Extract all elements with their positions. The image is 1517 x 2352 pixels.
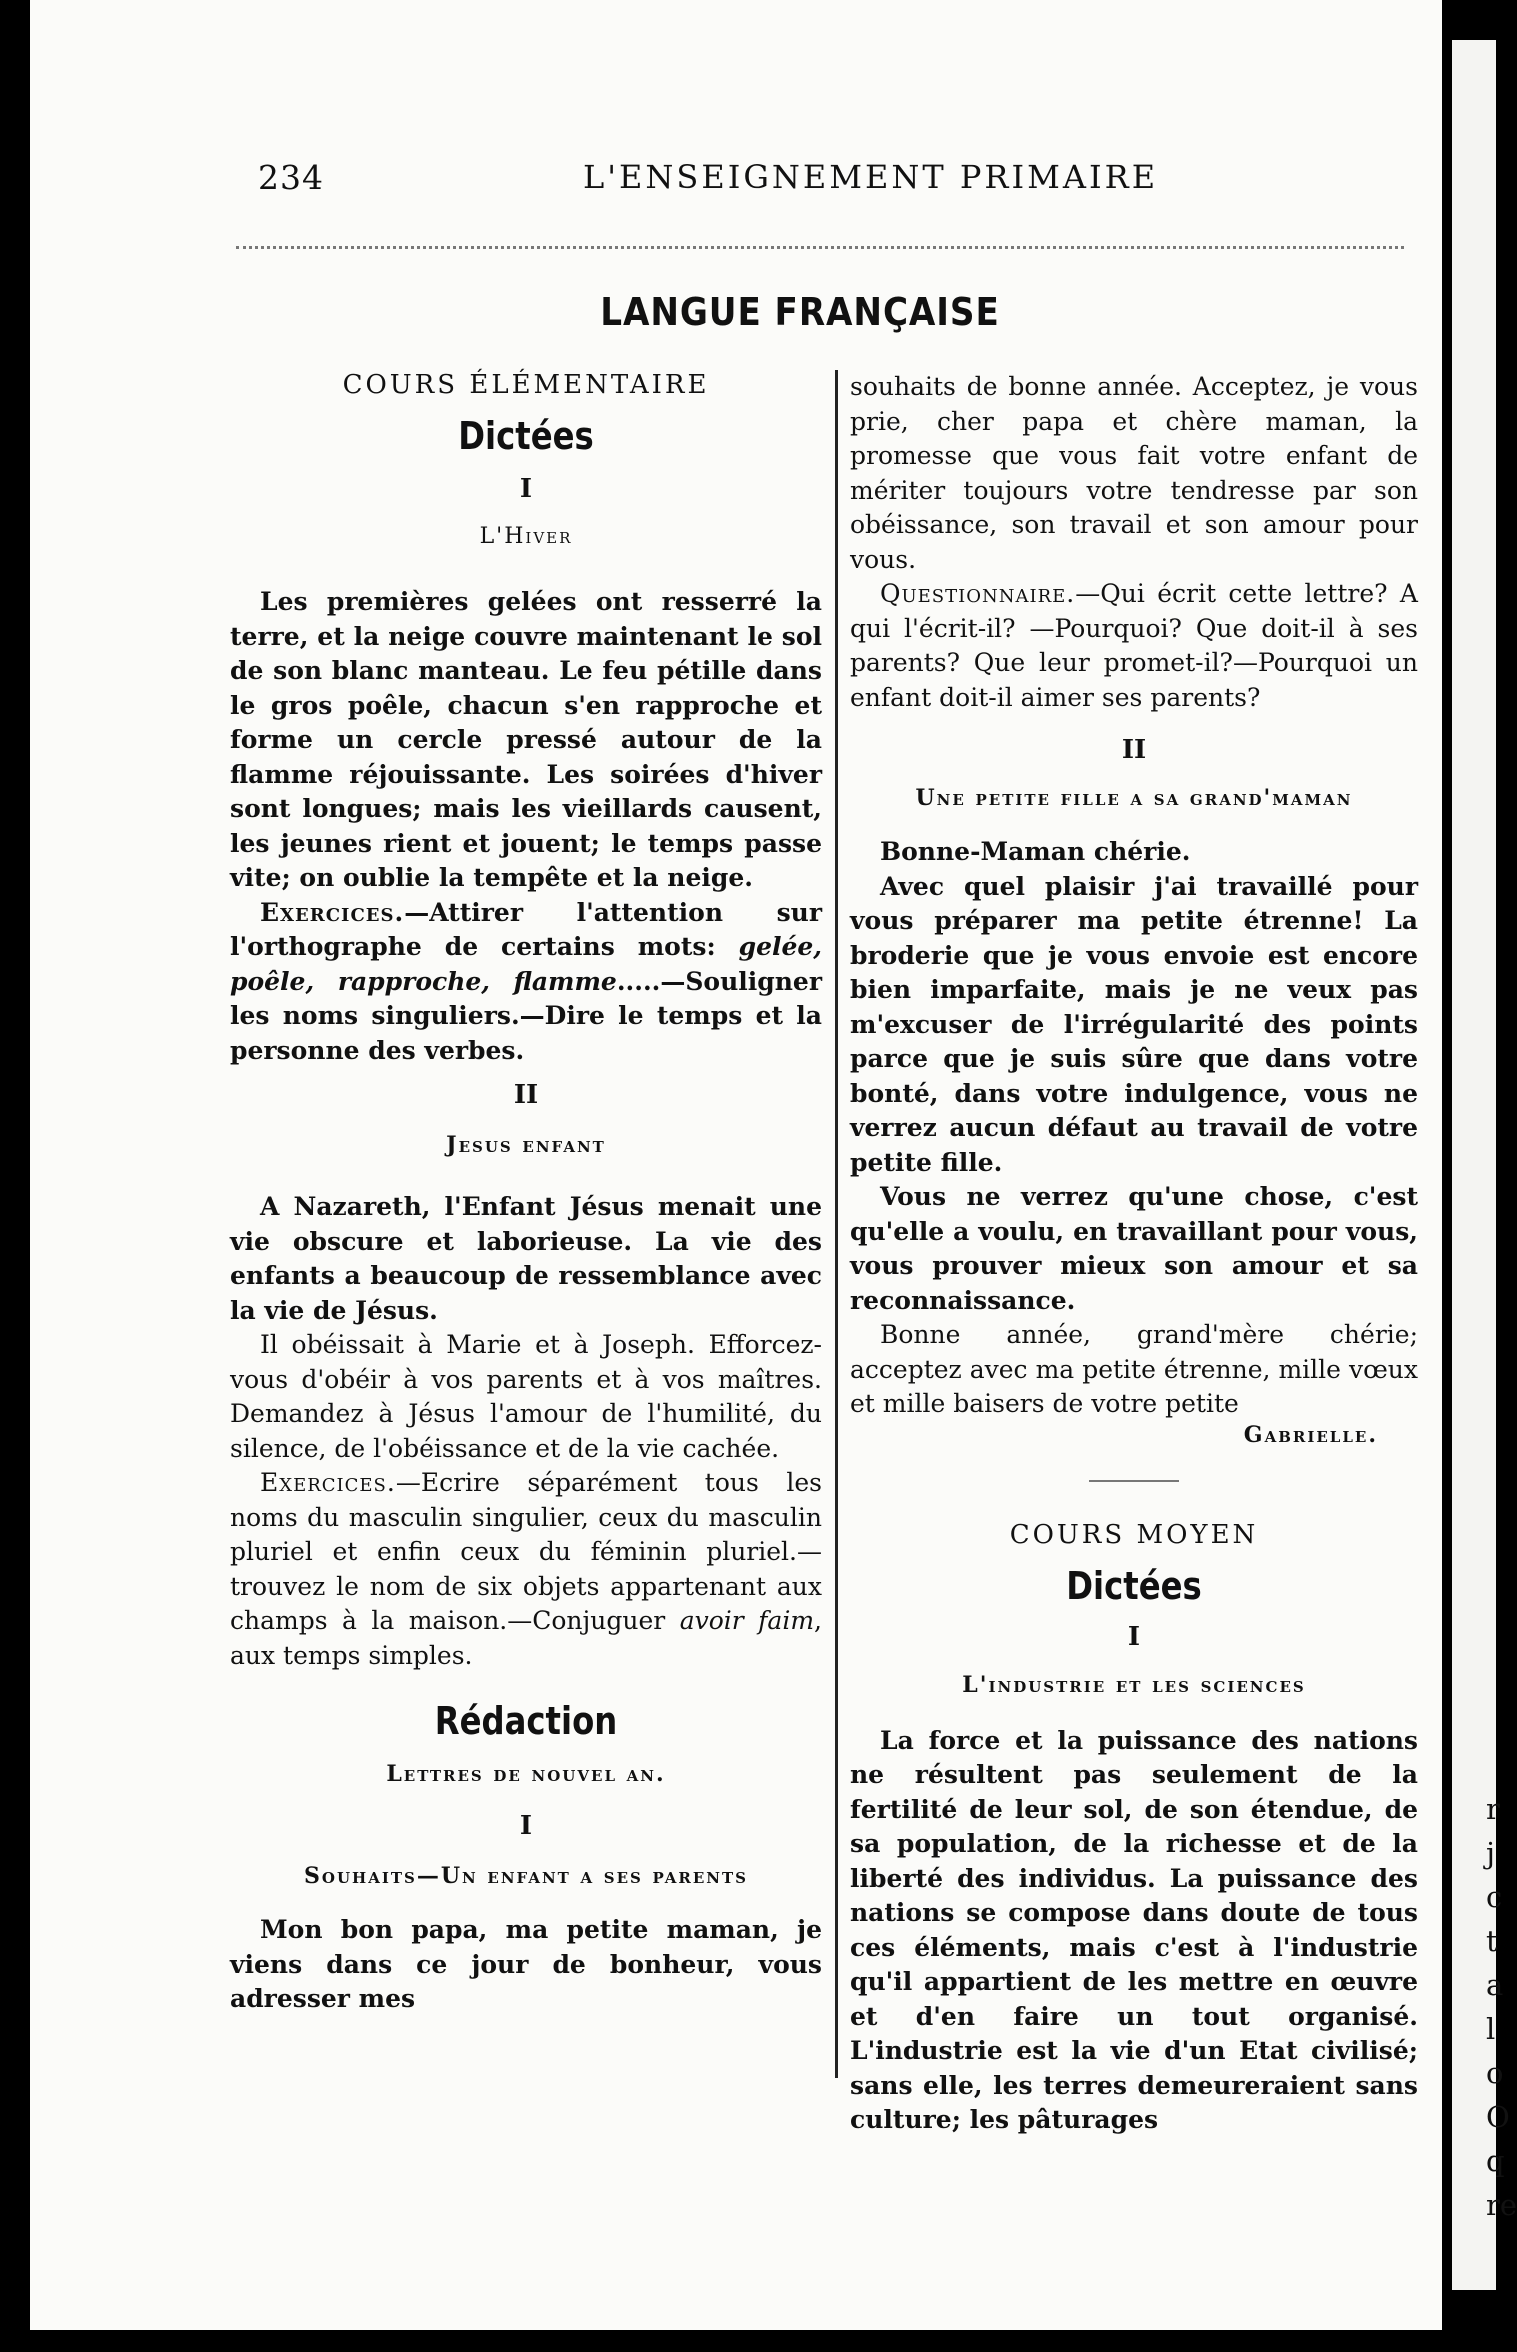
dictation-text: Il obéissait à Marie et à Joseph. Efforcez-vous d'obéir à vos parents et à vos maîtres. Demandez à Jésus l'amour de l'humilité, du silence, de l'obéissance et de la vie cachée. [230,1330,822,1463]
dictation-number: II [513,1080,539,1110]
exercise-paragraph [230,1466,822,1673]
exercise-text: —Attirer l'attention sur l'orthographe de certains mots: [230,897,822,961]
questionnaire-paragraph [850,577,1418,715]
exercise-text-end: , aux temps simples. [230,1606,822,1670]
exercise-words: gelée, poêle, rapproche, flamme [230,932,822,996]
dictation-title: L'Hiver [479,524,573,549]
dictation-number: I [1127,1621,1141,1652]
dictees-heading: Dictées [1066,1563,1202,1608]
dictation-text: La force et la puissance des nations ne résultent pas seulement de la fertilité de leur sol, de son étendue, de sa population, de la richesse et de la liberté des individus. La puissance des nations se compose dans doute de tous ces éléments, mais c'est à l'industrie qu'il appartient de les mettre en œuvre et d'en faire un tout organisé. L'industrie est la vie d'un Etat civilisé; sans elle, les terres demeureraient sans culture; les pâturages [850,1725,1418,2134]
exercise-text: —Ecrire séparément tous les noms du masculin singulier, ceux du masculin pluriel et enfin ceux du féminin pluriel.—trouvez le nom de six objets appartenant aux champs à la maison.—Conjuguer [230,1468,822,1635]
course-heading: COURS ÉLÉMENTAIRE [342,370,710,400]
edge-fragment: re [1486,2188,1517,2222]
column-divider [835,370,838,2078]
redaction-title: Souhaits—Un enfant a ses parents [304,1863,748,1889]
edge-fragment: O [1486,2100,1510,2134]
edge-fragment: q [1486,2144,1505,2178]
section-separator [1089,1480,1179,1482]
letter-text: Avec quel plaisir j'ai travaillé pour vous préparer ma petite étrenne! La broderie que je vous envoie est encore bien imparfaite, mais je ne veux pas m'excuser de l'irrégularité des points parce que je suis sûre que dans votre bonté, dans votre indulgence, vous ne verrez aucun défaut au travail de votre petite fille. [850,871,1418,1177]
dictation-title: Jesus enfant [446,1132,606,1158]
dictation-number: I [519,474,533,504]
dictees-heading: Dictées [458,414,594,458]
left-column [230,370,822,2017]
dictation-title: L'industrie et les sciences [962,1671,1306,1698]
header-rule [236,246,1404,249]
right-column [850,370,1418,2138]
exercise-paragraph [230,896,822,1069]
questionnaire-text: —Qui écrit cette lettre? A qui l'écrit-il? —Pourquoi? Que doit-il à ses parents? Que leur promet-il?—Pourquoi un enfant doit-il aimer ses parents? [850,579,1418,712]
edge-fragment: o [1486,2056,1504,2090]
page-number: 234 [258,158,324,197]
journal-title: L'ENSEIGNEMENT PRIMAIRE [583,158,1159,196]
adjacent-page-edge [1452,40,1517,2290]
edge-fragment: t [1486,1924,1498,1958]
edge-fragment: r [1486,1792,1500,1826]
redaction-heading: Rédaction [434,1699,618,1743]
edge-fragment: j [1486,1836,1495,1870]
edge-fragment: l [1486,2012,1496,2046]
letter-text-continued: souhaits de bonne année. Acceptez, je vous prie, cher papa et chère maman, la promesse que vous fait votre enfant de mériter toujours votre tendresse par son obéissance, son travail et son amour pour vous. [850,372,1418,574]
dictation-text: Les premières gelées ont resserré la terre, et la neige couvre maintenant le sol de son blanc manteau. Le feu pétille dans le gros poêle, chacun s'en rapproche et forme un cercle pressé autour de la flamme réjouissante. Les soirées d'hiver sont longues; mais les vieillards causent, les jeunes rient et jouent; le temps passe vite; on oublie la tempête et la neige. [230,587,822,892]
exercise-italic: avoir faim [679,1606,815,1635]
redaction-subtitle: Lettres de nouvel an. [386,1761,666,1787]
letter-text: Bonne année, grand'mère chérie; acceptez avec ma petite étrenne, mille vœux et mille baisers de votre petite [850,1320,1418,1418]
redaction-title: Une petite fille a sa grand'maman [915,785,1353,811]
section-title: LANGUE FRANÇAISE [600,290,1000,334]
redaction-number: I [519,1811,533,1841]
course-heading: COURS MOYEN [1009,1519,1259,1550]
exercise-text-end: .....—Souligner les noms singuliers.—Dire le temps et la personne des verbes. [230,966,822,1065]
edge-fragment: c [1486,1880,1503,1914]
running-head [258,158,1163,200]
letter-signature: Gabrielle. [1243,1421,1378,1448]
dictation-text: A Nazareth, l'Enfant Jésus menait une vie obscure et laborieuse. La vie des enfants a beaucoup de ressemblance avec la vie de Jésus. [230,1192,822,1325]
questionnaire-label: Questionnaire. [880,579,1076,608]
edge-fragment: a [1486,1968,1504,2002]
letter-text: Mon bon papa, ma petite maman, je viens dans ce jour de bonheur, vous adresser mes [230,1915,822,2013]
letter-text: Vous ne verrez qu'une chose, c'est qu'elle a voulu, en travaillant pour vous, vous prouver mieux son amour et sa reconnaissance. [850,1182,1418,1315]
redaction-number: II [1121,735,1147,765]
letter-salutation: Bonne-Maman chérie. [880,837,1191,866]
exercise-label: Exercices. [260,1468,396,1497]
exercise-label: Exercices. [260,897,405,927]
